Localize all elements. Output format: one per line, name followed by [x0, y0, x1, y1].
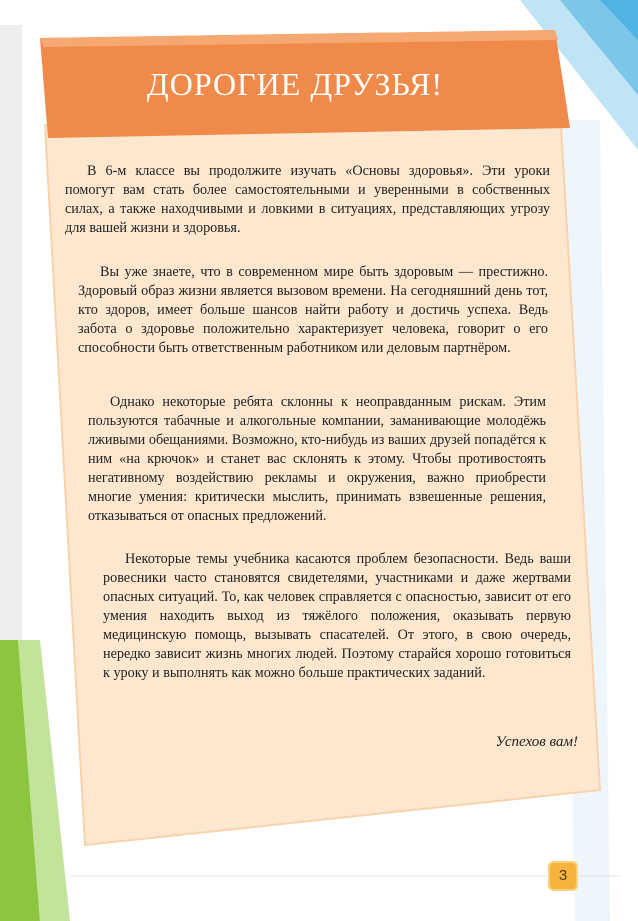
paragraph-2 — [78, 263, 548, 358]
paragraph-1-text: В 6-м классе вы продолжите изучать «Основы здоровья». Эти уроки помогут вам стать более самостоятельными и уверенными в собственных силах, а также находчивыми и ловкими в ситуациях, представляющих угрозу для вашей жизни и здоровья. — [65, 163, 550, 236]
page-number-badge: 3 — [548, 861, 578, 891]
paragraph-2-text: Вы уже знаете, что в современном мире быть здоровым — престижно. Здоровый образ жизни является вызовом времени. На сегодняшний день тот, кто здоров, имеет больше шансов найти работу и достичь успеха. Ведь забота о здоровье положительно характеризует человека, говорит о его способности быть ответственным работником или деловым партнёром. — [78, 264, 548, 356]
paragraph-1 — [65, 162, 550, 238]
paragraph-3 — [88, 393, 546, 526]
paragraph-4-text: Некоторые темы учебника касаются проблем безопасности. Ведь ваши ровесники часто становятся свидетелями, участниками и даже жертвами опасных ситуаций. То, как человек справляется с опасностью, зависит от его умения находить выход из тяжёлого положения, оказывать первую медицинскую помощь, вызывать спасателей. От этого, в свою очередь, нередко зависит жизнь многих людей. Поэтому старайся хорошо готовиться к уроку и выполнять как можно больше практических заданий. — [103, 551, 571, 681]
paragraph-3-text: Однако некоторые ребята склонны к неоправданным рискам. Этим пользуются табачные и алкогольные компании, заманивающие молодёжь лживыми обещаниями. Возможно, кто-нибудь из ваших друзей попадётся к ним «на крючок» и станет вас склонять к этому. Чтобы противостоять негативному воздействию рекламы и окружения, важно приобрести многие умения: критически мыслить, принимать взвешенные решения, отказываться от опасных предложений. — [88, 394, 546, 524]
paragraph-4 — [103, 550, 571, 683]
page-title: ДОРОГИЕ ДРУЗЬЯ! — [146, 66, 444, 102]
closing-wish: Успехов вам! — [495, 734, 578, 750]
